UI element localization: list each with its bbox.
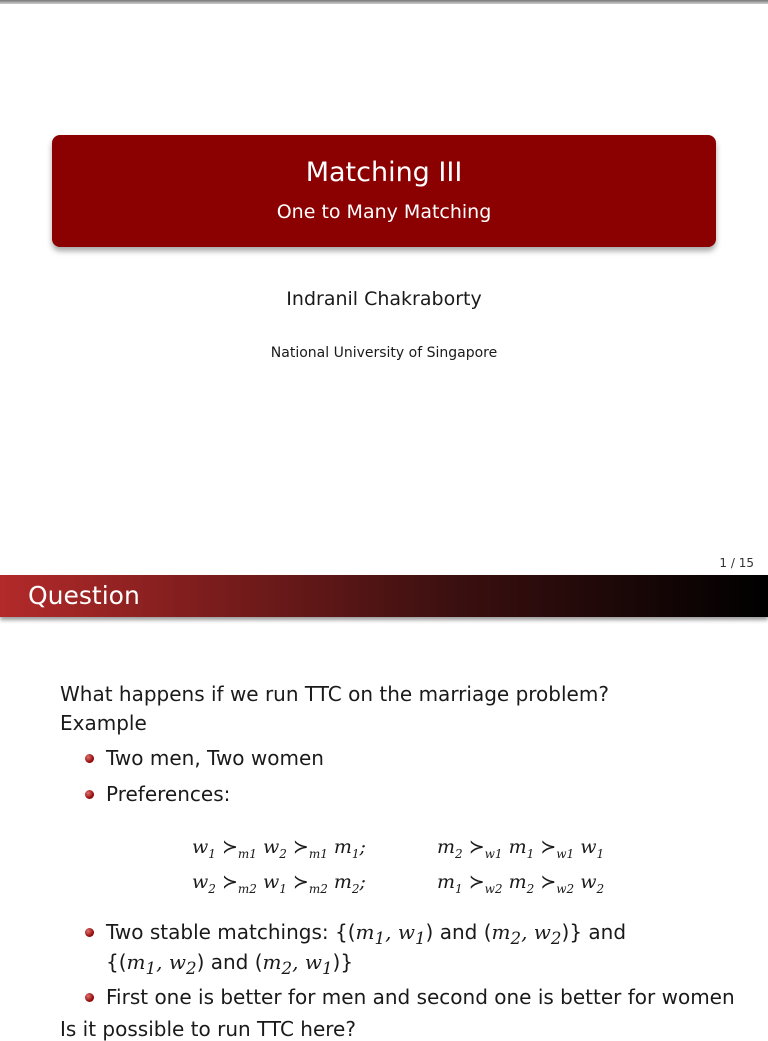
example-label: Example (60, 711, 147, 735)
cutoff-text: Is it possible to run TTC here? (60, 1017, 356, 1041)
pair-m1w1: $m_1$, $w_1$ (355, 920, 426, 948)
presentation-title: Matching III (305, 157, 463, 188)
bullet-text: Two men, Two women (106, 746, 324, 770)
matching-text: ) and ( (196, 950, 263, 974)
preference-row1-left: $w_1$ $≻_{m1}$ $w_2$ $≻_{m1}$ $m_1$; (192, 836, 366, 861)
bullet-text: Preferences: (106, 782, 231, 806)
bullet-text (106, 920, 626, 948)
frame-title-bar (0, 575, 768, 617)
pair-m1w2: $m_1$, $w_2$ (126, 950, 197, 978)
title-box (52, 135, 716, 247)
bullet-dot-icon (85, 754, 94, 763)
bullet-dot-icon (85, 790, 94, 799)
matching-text: {( (106, 950, 127, 974)
preference-row2-left: $w_2$ $≻_{m2}$ $w_1$ $≻_{m2}$ $m_2$; (192, 871, 366, 896)
preference-row2-right: $m_1$ $≻_{w2}$ $m_2$ $≻_{w2}$ $w_2$ (437, 871, 605, 896)
pair-m2w2: $m_2$, $w_2$ (491, 920, 562, 948)
matching-text: ) and ( (425, 920, 492, 944)
institute-name: National University of Singapore (270, 345, 498, 361)
matching-text: )} (332, 950, 354, 974)
title-slide (0, 4, 768, 576)
pair-m2w1: $m_2$, $w_1$ (262, 950, 333, 978)
matching-text: Two stable matchings: {( (106, 920, 356, 944)
presentation-subtitle: One to Many Matching (276, 201, 492, 223)
bullet-text (106, 950, 353, 978)
bullet-text: First one is better for men and second one is better for women (106, 985, 735, 1009)
bullet-dot-icon (85, 993, 94, 1002)
matching-text: )} and (561, 920, 627, 944)
question-text: What happens if we run TTC on the marriage problem? (60, 682, 609, 706)
frame-title: Question (28, 581, 140, 610)
bullet-dot-icon (85, 928, 94, 937)
preference-row1-right: $m_2$ $≻_{w1}$ $m_1$ $≻_{w1}$ $w_1$ (437, 836, 605, 861)
page-number: 1 / 15 (719, 556, 754, 570)
author-name: Indranil Chakraborty (286, 288, 482, 310)
